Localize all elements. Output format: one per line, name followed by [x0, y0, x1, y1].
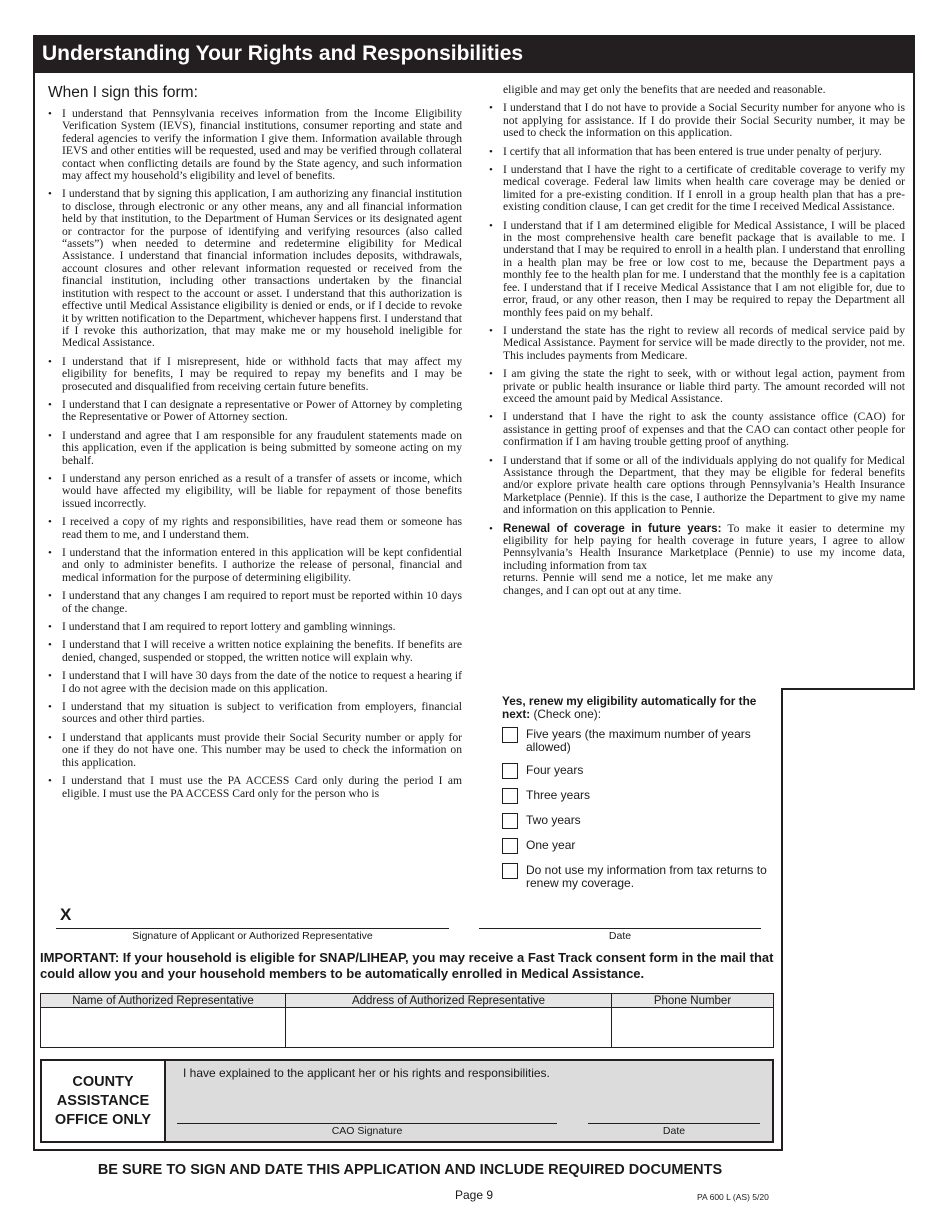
representative-phone-field[interactable]: [612, 1008, 774, 1048]
signature-mark: X: [60, 905, 72, 924]
renewal-heading: Renewal of coverage in future years:: [503, 521, 722, 535]
option-label: Do not use my information from tax returns to renew my coverage.: [526, 863, 767, 890]
frame-right-border-top: [913, 73, 915, 690]
list-item: • I certify that all information that has been entered is true under penalty of perjury.: [487, 146, 905, 158]
list-item: • I understand the state has the right to review all records of medical service paid by Medical Assistance. Payment for service will be made directly to the provider, not me. This includes payments from Medicare.: [487, 325, 905, 362]
intro-heading: When I sign this form:: [48, 84, 198, 101]
list-item: • I understand that any changes I am required to report must be reported within 10 days of the change.: [46, 590, 462, 615]
sign-reminder: BE SURE TO SIGN AND DATE THIS APPLICATION AND INCLUDE REQUIRED DOCUMENTS: [97, 1162, 723, 1178]
list-item: • I understand that Pennsylvania receives information from the Income Eligibility Verification System (IEVS), financial institutions, consumer reporting and state and federal agencies to verify the information I give them. Information available through IEVS and other entities will be requested, used and may be verified through collateral contact when conflicting details are found by the State agency, and such information may affect my household’s eligibility and level of benefits.: [46, 108, 462, 182]
option-label: Three years: [526, 788, 591, 802]
column-header: Address of Authorized Representative: [286, 994, 612, 1008]
applicant-date-label: Date: [608, 930, 632, 942]
authorized-representative-table: [40, 993, 774, 1048]
page-title: Understanding Your Rights and Responsibilities: [33, 35, 915, 73]
list-item: • I understand that I will have 30 days from the date of the notice to request a hearing if I do not agree with the decision made on this application.: [46, 670, 462, 695]
checkbox[interactable]: [502, 727, 518, 743]
list-item: • I understand that applicants must provide their Social Security number or apply for one if they do not have one. This number may be used to check the information on this application.: [46, 732, 462, 769]
frame-right-border-bottom: [781, 688, 783, 1151]
renewal-option-one-year[interactable]: [502, 838, 777, 854]
list-item: • I understand that I must use the PA ACCESS Card only during the period I am eligible. I must use the PA ACCESS Card only for the person who is: [46, 775, 462, 800]
list-item: • I am giving the state the right to seek, with or without legal action, payment from private or public health insurance or liable third party. The amount recorded will not exceed the amount paid by Medical Assistance.: [487, 368, 905, 405]
list-item: • I understand that I am required to report lottery and gambling winnings.: [46, 621, 462, 633]
frame-bottom-border: [33, 1149, 783, 1151]
applicant-date-line[interactable]: [479, 928, 761, 929]
left-column: [46, 84, 462, 806]
list-item: • I understand that I have the right to a certificate of creditable coverage to verify my medical coverage. Federal law limits when health care coverage may be denied or limited for a pre-existing condition. If I enroll in a group health plan that has a pre-existing condition clause, I can get credit for the time I received Medical Assistance.: [487, 164, 905, 214]
continuation-text: eligible and may get only the benefits that are needed and reasonable.: [503, 83, 826, 96]
table-header-row: [41, 994, 774, 1008]
list-item: • I understand that by signing this application, I am authorizing any financial institution to disclose, through electronic or any other means, any and all financial information held by that institution, to the Department of Human Services or its designated agent or contractor for the purpose of identifying and verifying resources (also called “assets”) when needed to determine and redetermine eligibility for Medical Assistance. I understand that financial information includes deposits, withdrawals, account closures and other relevant information requested or received from the financial institution, including other transactions undertaken by the financial institution with respect to the account or asset. I understand that this authorization is effective until Medical Assistance eligibility is denied or ends, or if I decide to revoke it by written notification to the Department, whichever happens first. I understand that if I revoke this authorization, that may make me or my household ineligible for Medical Assistance.: [46, 188, 462, 349]
renewal-option-three-years[interactable]: [502, 788, 777, 804]
list-item: • I understand that I can designate a representative or Power of Attorney by completing the Representative or Power of Attorney section.: [46, 399, 462, 424]
column-header: Phone Number: [612, 994, 774, 1008]
option-label: Two years: [526, 813, 581, 827]
page-number: Page 9: [455, 1188, 494, 1202]
list-item: • I understand that if I misrepresent, hide or withhold facts that may affect my eligibility for benefits, I may be required to repay my benefits and I may be prosecuted and disqualified from receiving certain future benefits.: [46, 356, 462, 393]
representative-name-field[interactable]: [41, 1008, 286, 1048]
list-item: • I understand that I have the right to ask the county assistance office (CAO) for assistance in getting proof of expenses and that the CAO can contact other people for confirmation if I am having trouble getting proof of anything.: [487, 411, 905, 448]
renewal-text-narrow: returns. Pennie will send me a notice, let me make any changes, and I can opt out at any time.: [503, 571, 773, 597]
list-item: • I understand that I will receive a written notice explaining the benefits. If benefits are denied, changed, suspended or stopped, the written notice will explain why.: [46, 639, 462, 664]
list-item: • I received a copy of my rights and responsibilities, have read them or someone has read them to me, and I understand them.: [46, 516, 462, 541]
cao-date-label: Date: [662, 1125, 686, 1137]
renewal-choice-title-bold: Yes, renew my eligibility automatically for the next:: [502, 694, 757, 721]
frame-step-horizontal: [781, 688, 915, 690]
important-notice: IMPORTANT: If your household is eligible for SNAP/LIHEAP, you may receive a Fast Track consent form in the mail that could allow you and your household members to be automatically enrolled in Medical Assistance.: [40, 950, 774, 981]
list-item: • I understand that I do not have to provide a Social Security number for anyone who is not applying for assistance. If I do provide their Social Security number, it may be used to check the information on this application.: [487, 102, 905, 139]
cao-signature-label: CAO Signature: [331, 1125, 403, 1137]
left-rights-list: [46, 108, 462, 800]
checkbox[interactable]: [502, 788, 518, 804]
list-item: • I understand that the information entered in this application will be kept confidential and only to administer benefits. I authorize the release of personal, financial and medical information for the purpose of determining eligibility.: [46, 547, 462, 584]
checkbox[interactable]: [502, 838, 518, 854]
right-rights-list: [487, 102, 905, 597]
checkbox[interactable]: [502, 813, 518, 829]
county-statement: I have explained to the applicant her or his rights and responsibilities.: [183, 1066, 550, 1080]
renewal-choice-title-rest: (Check one):: [533, 707, 602, 721]
county-office-label: COUNTY ASSISTANCE OFFICE ONLY: [42, 1061, 166, 1141]
renewal-options: [502, 695, 777, 895]
county-assistance-office-box: [40, 1059, 774, 1143]
frame-left-border: [33, 73, 35, 1151]
list-item: • I understand that my situation is subject to verification from employers, financial sources and other third parties.: [46, 701, 462, 726]
applicant-signature-label: Signature of Applicant or Authorized Representative: [132, 930, 373, 942]
cao-date-line[interactable]: [588, 1123, 760, 1124]
option-label: Five years (the maximum number of years allowed): [526, 727, 751, 754]
option-label: Four years: [526, 763, 584, 777]
checkbox[interactable]: [502, 863, 518, 879]
list-item: • I understand that if I am determined eligible for Medical Assistance, I will be placed in the most comprehensive health care benefit package that is available to me. I understand that I may be required to enroll in a health plan. I understand that enrolling in a health plan may be free or low cost to me, because the Department pays a monthly fee to the health plan for me. I understand that the monthly fee is a capitation fee. I understand that if I receive Medical Assistance that I am not eligible for, due to error, fraud, or any other reason, then I may be required to repay the Department all monthly fees paid on my behalf.: [487, 220, 905, 319]
list-item: • I understand and agree that I am responsible for any fraudulent statements made on this application, even if the application is being submitted by someone acting on my behalf.: [46, 430, 462, 467]
option-label: One year: [526, 838, 576, 852]
table-row: [41, 1008, 774, 1048]
applicant-signature-line[interactable]: [56, 928, 449, 929]
renewal-option-two-years[interactable]: [502, 813, 777, 829]
right-column: [487, 84, 905, 597]
renewal-option-five-years[interactable]: [502, 727, 777, 754]
list-item: • I understand any person enriched as a result of a transfer of assets or income, which would have affected my eligibility, will be liable for repayment of those benefits issued incorrectly.: [46, 473, 462, 510]
renewal-item: [487, 523, 905, 597]
renewal-option-opt-out[interactable]: [502, 863, 777, 890]
representative-address-field[interactable]: [286, 1008, 612, 1048]
renewal-option-four-years[interactable]: [502, 763, 777, 779]
list-item: • I understand that if some or all of the individuals applying do not qualify for Medical Assistance through the Department, that they may be eligible for federal benefits and/or explore private health care options through Pennsylvania’s Health Insurance Marketplace (Pennie). If this is the case, I authorize the Department to give my name and information on this application to Pennie.: [487, 455, 905, 517]
renewal-text: To make it easier to determine my eligibility for help paying for health coverage in future years, I agree to allow Pennsylvania’s Health Insurance Marketplace (Pennie) to use my income data, including information from tax: [503, 521, 905, 572]
renewal-choice-title: [502, 695, 777, 721]
checkbox[interactable]: [502, 763, 518, 779]
cao-signature-line[interactable]: [177, 1123, 557, 1124]
form-code: PA 600 L (AS) 5/20: [697, 1192, 769, 1202]
column-header: Name of Authorized Representative: [41, 994, 286, 1008]
